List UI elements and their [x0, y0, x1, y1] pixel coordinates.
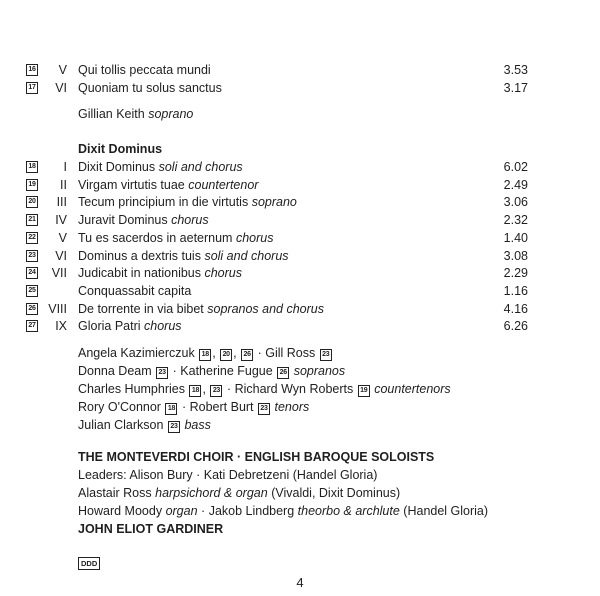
track-row [0, 317, 600, 335]
track-ref-box: 23 [320, 349, 332, 361]
track-ref-box: 18 [189, 385, 201, 397]
track-duration: 2.29 [503, 266, 528, 281]
track-duration: 3.08 [503, 248, 528, 263]
track-number-box: 23 [26, 250, 38, 262]
soloists-line: Charles Humphries 18 , 23 · Richard Wyn Roberts 19 countertenors [78, 382, 451, 396]
soloist-role: soprano [148, 107, 194, 121]
track-title: Tecum principium in die virtutis [78, 195, 249, 210]
track-title: Qui tollis peccata mundi [78, 63, 211, 77]
track-number-box: 24 [26, 267, 38, 279]
separator: · [257, 346, 262, 360]
track-ref-box: 18 [199, 349, 211, 361]
work-note: (Handel Gloria) [403, 504, 489, 518]
track-title: Tu es sacerdos in aeternum [78, 230, 233, 245]
track-duration: 2.32 [503, 213, 528, 228]
track-title: De torrente in via bibet [78, 301, 204, 316]
ddd-badge: DDD [78, 557, 100, 570]
track-title-group [78, 229, 274, 247]
voice-type: tenors [274, 400, 310, 414]
track-duration: 1.40 [503, 230, 528, 245]
track-ref-box: 26 [277, 367, 289, 379]
soloists-line [78, 362, 345, 380]
track-number-box: 19 [26, 179, 38, 191]
singer-name: Robert Burt [189, 400, 254, 414]
singer-name: Katherine Fugue [180, 364, 273, 378]
player-name: Howard Moody [78, 504, 163, 518]
player-name: Alastair Ross [78, 486, 152, 500]
movement-number: VI [55, 81, 67, 95]
voice-type: countertenors [374, 382, 451, 396]
track-row [0, 158, 600, 176]
movement-number: IX [55, 319, 67, 334]
track-performer: soli and chorus [158, 160, 243, 174]
track-ref-box: 23 [210, 385, 222, 397]
soloists-line [78, 398, 309, 416]
separator: · [181, 400, 187, 414]
track-performer: chorus [204, 266, 243, 281]
work-note: (Vivaldi, Dixit Dominus) [271, 486, 401, 500]
track-row [0, 300, 600, 318]
singer-name: Julian Clarkson [78, 418, 164, 432]
track-number-box: 21 [26, 214, 38, 226]
voice-type: bass [184, 418, 211, 432]
track-title: Virgam virtutis tuae [78, 177, 185, 192]
singer-name: Gill Ross [265, 346, 316, 360]
track-performer: countertenor [188, 177, 259, 192]
singer-name: Donna Deam [78, 364, 152, 378]
ensemble-heading: THE MONTEVERDI CHOIR · ENGLISH BAROQUE SOLOISTS [78, 450, 435, 464]
track-number-box: 27 [26, 320, 38, 332]
movement-number: IV [55, 213, 67, 228]
separator: · [226, 382, 232, 396]
track-row [0, 247, 600, 265]
voice-type: sopranos [293, 364, 346, 378]
track-row [0, 282, 600, 300]
track-duration: 6.02 [503, 160, 528, 174]
track-number-box: 22 [26, 232, 38, 244]
track-title: Conquassabit capita [78, 283, 192, 298]
movement-number: V [58, 230, 67, 245]
track-number-box: 20 [26, 196, 38, 208]
track-title-group [78, 247, 289, 265]
track-ref-box: 20 [220, 349, 232, 361]
track-duration: 6.26 [503, 319, 528, 334]
page-number: 4 [296, 575, 304, 590]
track-title-group [78, 282, 191, 300]
track-title-group [78, 211, 209, 229]
singer-name: Charles Humphries [78, 382, 185, 396]
instrument: harpsichord & organ [155, 486, 268, 500]
track-row [0, 211, 600, 229]
track-duration: 4.16 [503, 301, 528, 316]
track-ref-box: 23 [258, 403, 270, 415]
track-number-box: 25 [26, 285, 38, 297]
instrument: organ [165, 504, 198, 518]
track-title: Dominus a dextris tuis [78, 248, 201, 263]
track-title-group [78, 193, 297, 211]
track-duration: 3.06 [503, 195, 528, 210]
movement-number: II [60, 177, 67, 192]
track-number-box: 18 [26, 161, 38, 173]
track-duration: 1.16 [503, 283, 528, 298]
track-title: Juravit Dominus [78, 213, 168, 228]
continuo-line [78, 484, 400, 502]
track-ref-box: 26 [241, 349, 253, 361]
movement-number: V [58, 63, 67, 77]
track-row [0, 61, 600, 79]
track-title: Quoniam tu solus sanctus [78, 81, 222, 95]
conductor-name: JOHN ELIOT GARDINER [78, 522, 224, 536]
track-performer: chorus [171, 213, 209, 228]
track-row [0, 264, 600, 282]
track-duration: 3.53 [503, 63, 528, 77]
track-performer: chorus [235, 230, 274, 245]
track-title: Dixit Dominus [78, 160, 156, 174]
movement-number: I [63, 160, 67, 174]
soloist-credit [78, 105, 193, 123]
track-row [0, 176, 600, 194]
track-title-group [78, 158, 243, 176]
track-performer: soli and chorus [204, 248, 289, 263]
soloists-line [78, 416, 211, 434]
track-duration: 3.17 [503, 81, 528, 95]
track-performer: soprano [251, 195, 297, 210]
singer-name: Richard Wyn Roberts [234, 382, 354, 396]
track-title-group [78, 300, 324, 318]
track-number-box: 16 [26, 64, 38, 76]
continuo-line [78, 502, 488, 520]
track-ref-box: 23 [168, 421, 180, 433]
track-number-box: 26 [26, 303, 38, 315]
section-heading: Dixit Dominus [78, 142, 163, 156]
track-title: Judicabit in nationibus [78, 266, 201, 281]
soloists-line: Angela Kazimierczuk 18 , 20 , 26 · Gill Ross 23 [78, 344, 333, 362]
track-performer: sopranos and chorus [207, 301, 324, 316]
separator: · [172, 364, 177, 378]
track-title: Gloria Patri [78, 319, 141, 334]
track-row [0, 79, 600, 97]
track-title-group [78, 264, 242, 282]
track-row [0, 229, 600, 247]
movement-number: VII [51, 266, 67, 281]
leaders-line: Leaders: Alison Bury · Kati Debretzeni (Handel Gloria) [78, 468, 378, 482]
track-title-group [78, 317, 182, 335]
player-name: Jakob Lindberg [208, 504, 295, 518]
track-row [0, 193, 600, 211]
track-duration: 2.49 [503, 177, 528, 192]
instrument: theorbo & archlute [297, 504, 400, 518]
soloist-name: Gillian Keith [78, 107, 145, 121]
track-title-group [78, 176, 258, 194]
track-ref-box: 23 [156, 367, 168, 379]
track-performer: chorus [144, 319, 182, 334]
movement-number: VIII [48, 301, 67, 316]
track-number-box: 17 [26, 82, 38, 94]
track-ref-box: 18 [165, 403, 177, 415]
track-ref-box: 19 [358, 385, 370, 397]
movement-number: III [56, 195, 67, 210]
separator: · [201, 504, 206, 518]
singer-name: Angela Kazimierczuk [78, 346, 195, 360]
movement-number: VI [55, 248, 67, 263]
singer-name: Rory O'Connor [78, 400, 161, 414]
